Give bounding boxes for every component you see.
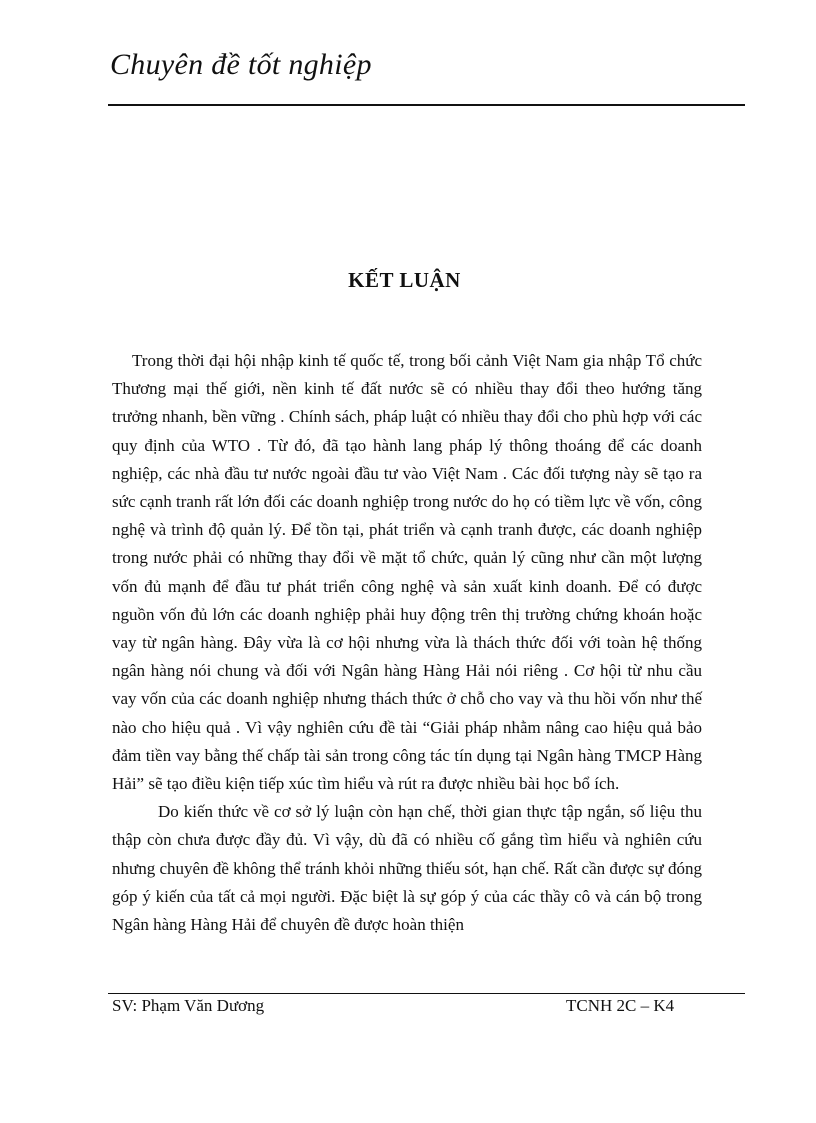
footer-divider — [108, 993, 745, 994]
footer-class-code: TCNH 2C – K4 — [566, 996, 675, 1015]
section-heading: KẾT LUẬN — [348, 268, 461, 292]
paragraph-2: Do kiến thức về cơ sở lý luận còn hạn chế, thời gian thực tập ngắn, số liệu thu thập còn chưa được đầy đủ. Vì vậy, dù đã có nhiều cố gắng tìm hiểu và nghiên cứu nhưng chuyên đề không thể tránh khỏi những thiếu sót, hạn chế. Rất cần được sự đóng góp ý kiến của tất cả mọi người. Đặc biệt là sự góp ý của các thầy cô và cán bộ trong Ngân hàng Hàng Hải để chuyên đề được hoàn thiện — [112, 802, 702, 935]
footer-student-name: SV: Phạm Văn Dương — [112, 996, 265, 1015]
paragraph-1: Trong thời đại hội nhập kinh tế quốc tế, trong bối cảnh Việt Nam gia nhập Tổ chức Thương mại thế giới, nền kinh tế đất nước sẽ có nhiều thay đổi theo hướng tăng trưởng nhanh, bền vững . Chính sách, pháp luật có nhiều thay đổi cho phù hợp với các quy định của WTO . Từ đó, đã tạo hành lang pháp lý thông thoáng để các doanh nghiệp, các nhà đầu tư nước ngoài đầu tư vào Việt Nam . Các đối tượng này sẽ tạo ra sức cạnh tranh rất lớn đối các doanh nghiệp trong nước do họ có tiềm lực về vốn, công nghệ và trình độ quản lý. Để tồn tại, phát triển và cạnh tranh được, các doanh nghiệp trong nước phải có những thay đổi về mặt tổ chức, quản lý cũng như cần một lượng vốn đủ mạnh để đầu tư phát triển công nghệ và sản xuất kinh doanh. Để có được nguồn vốn đủ lớn các doanh nghiệp phải huy động trên thị trường chứng khoán hoặc vay từ ngân hàng. Đây vừa là cơ hội nhưng vừa là thách thức đối với toàn hệ thống ngân hàng nói chung và đối với Ngân hàng Hàng Hải nói riêng . Cơ hội từ nhu cầu vay vốn của các doanh nghiệp nhưng thách thức ở chỗ cho vay và thu hồi vốn như thế nào cho hiệu quả . Vì vậy nghiên cứu đề tài “Giải pháp nhằm nâng cao hiệu quả bảo đảm tiền vay bằng thế chấp tài sản trong công tác tín dụng tại Ngân hàng TMCP Hàng Hải” sẽ tạo điều kiện tiếp xúc tìm hiểu và rút ra được nhiều bài học bổ ích. — [112, 351, 702, 794]
body-text — [112, 347, 702, 939]
document-header-title: Chuyên đề tốt nghiệp — [110, 48, 372, 81]
header-divider — [108, 104, 745, 106]
